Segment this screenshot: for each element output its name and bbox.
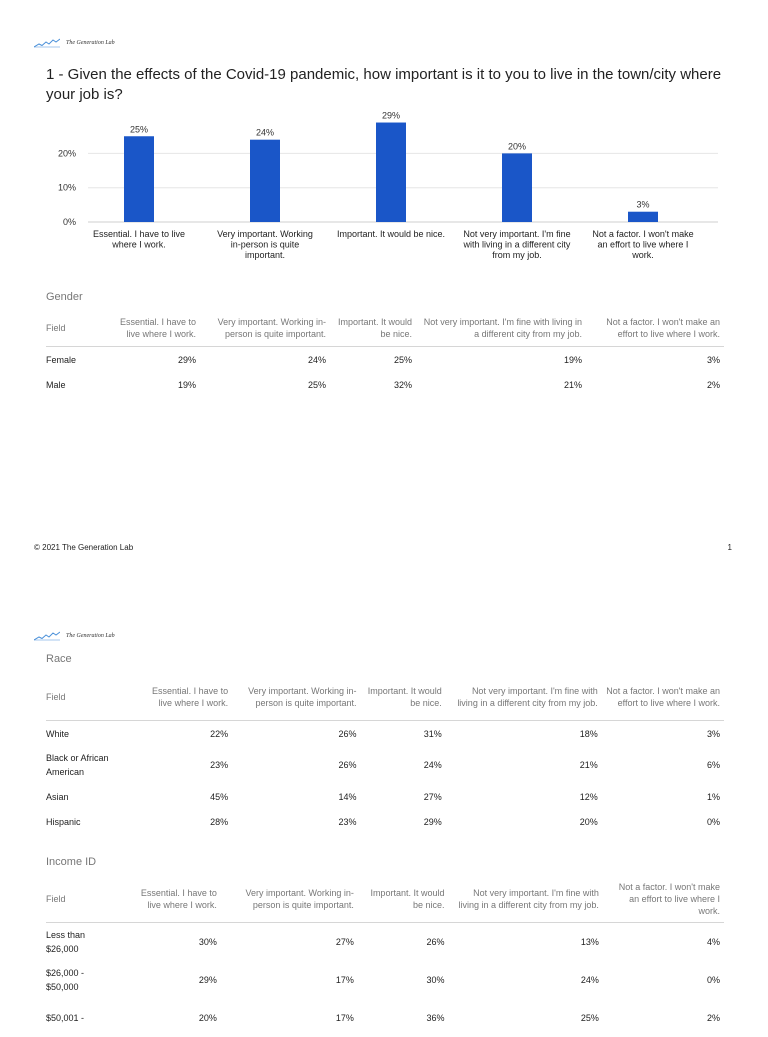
x-tick-label: from my job. <box>492 250 542 260</box>
column-header-essential: Essential. I have to live where I work. <box>123 876 221 923</box>
table-row <box>46 923 724 962</box>
column-header-very-important: Very important. Working in-person is quite important. <box>221 876 358 923</box>
row-label: $50,001 - <box>46 1013 85 1023</box>
cell-value: 30% <box>198 937 217 947</box>
field-header: Field <box>46 674 135 721</box>
x-tick-label: Not very important. I'm fine <box>463 229 571 239</box>
cell-value: 22% <box>210 728 229 739</box>
income-section-title: Income ID <box>46 856 97 868</box>
cell-value: 29% <box>198 975 217 985</box>
column-header-important: Important. It would be nice. <box>361 674 446 721</box>
cell-value: 20% <box>198 1013 217 1023</box>
row-label: White <box>46 728 70 739</box>
footer-copyright: © 2021 The Generation Lab <box>34 543 134 552</box>
column-header-not-a-factor: Not a factor. I won't make an effort to live where I work. <box>586 310 724 347</box>
x-tick-label: with living in a different city <box>463 239 571 250</box>
cell-value: 20% <box>579 816 598 827</box>
column-header-not-very-important: Not very important. I'm fine with living in a different city from my job. <box>416 310 586 347</box>
cell-value: 17% <box>335 1013 354 1023</box>
cell-value: 26% <box>338 760 357 770</box>
cell-value: 32% <box>393 379 412 390</box>
income-crosstab-table <box>46 876 724 1037</box>
response-bar-chart <box>0 108 768 268</box>
table-row <box>46 999 724 1037</box>
cell-value: 26% <box>338 728 357 739</box>
cell-value: 25% <box>580 1013 599 1023</box>
data-label: 29% <box>381 110 401 121</box>
y-tick-label: 0% <box>62 217 76 227</box>
column-header-essential: Essential. I have to live where I work. <box>102 310 200 347</box>
cell-value: 2% <box>706 379 720 390</box>
x-tick-label: Essential. I have to live <box>92 229 186 239</box>
column-header-not-very-important: Not very important. I'm fine with living in a different city from my job. <box>446 674 602 721</box>
cell-value: 21% <box>563 379 582 390</box>
table-header-row <box>46 310 724 347</box>
cell-value: 13% <box>580 937 599 947</box>
column-header-important: Important. It would be nice. <box>330 310 416 347</box>
table-row <box>46 784 724 809</box>
data-label: 25% <box>129 124 149 135</box>
x-tick-label: an effort to live where I <box>597 239 689 250</box>
row-label: Less than $26,000 <box>46 930 86 954</box>
cell-value: 6% <box>706 760 720 770</box>
column-header-not-a-factor: Not a factor. I won't make an effort to live where I work. <box>602 674 724 721</box>
cell-value: 24% <box>423 760 442 770</box>
x-tick-label: work. <box>632 250 654 260</box>
cell-value: 21% <box>579 760 598 770</box>
bar <box>628 212 658 222</box>
column-header-not-very-important: Not very important. I'm fine with living in a different city from my job. <box>448 876 602 923</box>
column-header-very-important: Very important. Working in-person is quite important. <box>200 310 330 347</box>
bar <box>502 153 532 222</box>
data-label: 3% <box>636 199 650 210</box>
gender-section-title: Gender <box>46 291 83 303</box>
cell-value: 0% <box>706 975 720 985</box>
x-tick-label: in-person is quite <box>230 239 300 250</box>
cell-value: 30% <box>426 975 445 985</box>
mountain-logo-icon <box>34 631 60 641</box>
cell-value: 18% <box>579 728 598 739</box>
table-row <box>46 347 724 373</box>
x-tick-label: Not a factor. I won't make <box>592 229 694 239</box>
bar <box>250 140 280 222</box>
bar <box>124 136 154 222</box>
logo-text: The Generation Lab <box>66 633 115 639</box>
table-row <box>46 961 724 999</box>
cell-value: 3% <box>706 728 720 739</box>
table-row <box>46 809 724 834</box>
mountain-logo-icon <box>34 38 60 48</box>
data-label: 20% <box>507 141 527 152</box>
cell-value: 29% <box>177 354 196 365</box>
cell-value: 45% <box>210 791 229 802</box>
cell-value: 23% <box>338 816 357 827</box>
generation-lab-logo <box>34 38 115 48</box>
generation-lab-logo <box>34 631 115 641</box>
table-row <box>46 372 724 397</box>
column-header-very-important: Very important. Working in-person is quite important. <box>232 674 360 721</box>
logo-text: The Generation Lab <box>66 40 115 46</box>
row-label: Male <box>46 379 66 390</box>
data-label: 24% <box>255 127 275 138</box>
column-header-important: Important. It would be nice. <box>358 876 449 923</box>
x-tick-label: Very important. Working <box>217 229 313 239</box>
cell-value: 19% <box>177 379 196 390</box>
race-section-title: Race <box>46 653 72 665</box>
x-tick-label: important. <box>244 250 286 260</box>
cell-value: 2% <box>706 1013 720 1023</box>
field-header: Field <box>46 876 123 923</box>
cell-value: 12% <box>579 791 598 802</box>
cell-value: 27% <box>423 791 442 802</box>
cell-value: 29% <box>423 816 442 827</box>
y-tick-label: 20% <box>57 148 76 159</box>
field-header: Field <box>46 310 102 347</box>
cell-value: 28% <box>210 816 229 827</box>
cell-value: 25% <box>393 354 412 365</box>
cell-value: 36% <box>426 1013 445 1023</box>
footer-page-number: 1 <box>727 543 732 552</box>
race-crosstab-table <box>46 674 724 834</box>
table-row <box>46 721 724 747</box>
cell-value: 26% <box>426 937 445 947</box>
row-label: $26,000 - $50,000 <box>46 968 85 992</box>
cell-value: 4% <box>706 937 720 947</box>
cell-value: 23% <box>210 760 229 770</box>
table-row <box>46 746 724 784</box>
x-tick-label: where I work. <box>112 239 166 250</box>
y-tick-label: 10% <box>57 182 76 193</box>
cell-value: 27% <box>335 937 354 947</box>
row-label: Hispanic <box>46 816 81 827</box>
cell-value: 1% <box>706 791 720 802</box>
cell-value: 24% <box>307 354 326 365</box>
bar <box>376 123 406 222</box>
cell-value: 24% <box>580 975 599 985</box>
cell-value: 3% <box>706 354 720 365</box>
cell-value: 14% <box>338 791 357 802</box>
cell-value: 19% <box>563 354 582 365</box>
table-header-row <box>46 876 724 923</box>
gender-crosstab-table <box>46 310 724 397</box>
cell-value: 17% <box>335 975 354 985</box>
table-header-row <box>46 674 724 721</box>
cell-value: 31% <box>423 728 442 739</box>
column-header-not-a-factor: Not a factor. I won't make an effort to live where I work. <box>603 876 724 923</box>
question-title: 1 - Given the effects of the Covid-19 pandemic, how important is it to you to live in the town/city where your job is? <box>46 66 722 103</box>
row-label: Asian <box>46 791 69 802</box>
row-label: Female <box>46 354 77 365</box>
x-tick-label: Important. It would be nice. <box>336 229 446 239</box>
cell-value: 0% <box>706 816 720 827</box>
row-label: Black or African American <box>46 753 109 777</box>
column-header-essential: Essential. I have to live where I work. <box>135 674 232 721</box>
cell-value: 25% <box>307 379 326 390</box>
